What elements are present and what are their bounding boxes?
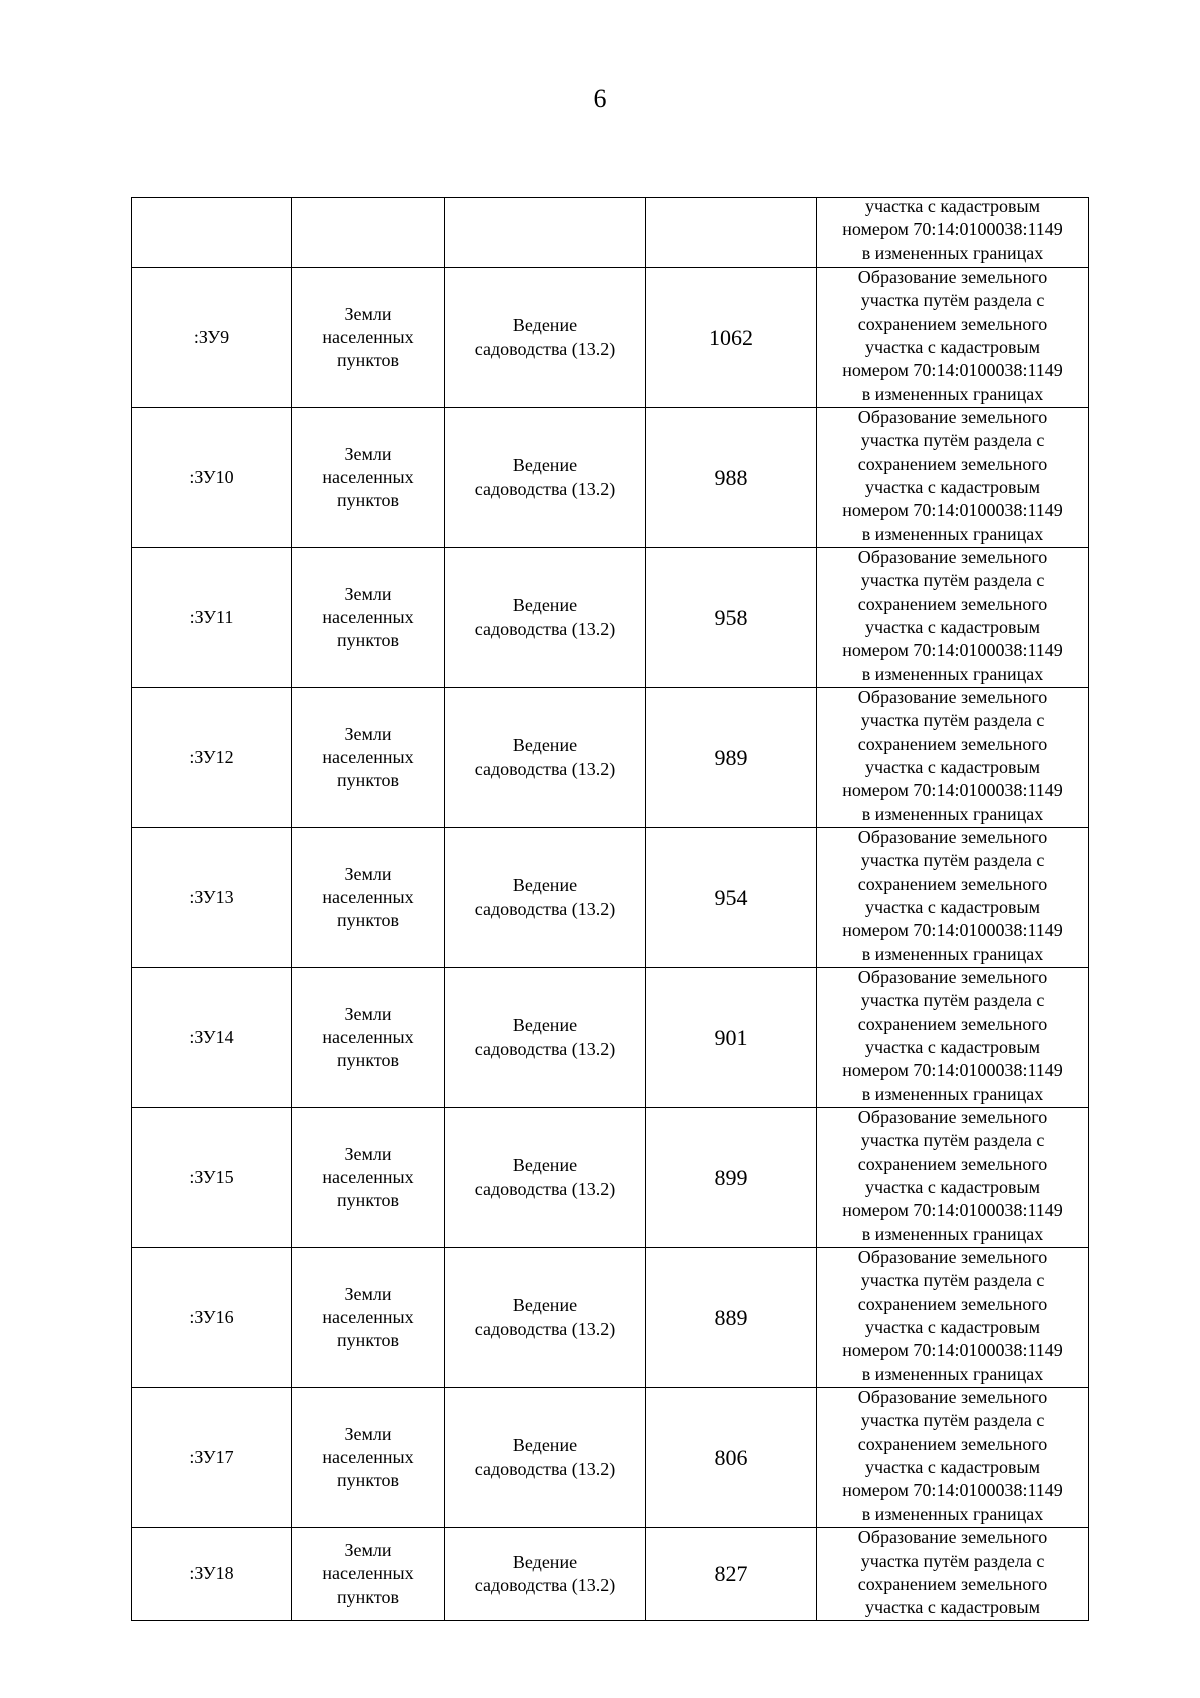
category-line: пунктов <box>337 1190 399 1211</box>
area-cell: 988 <box>646 408 817 548</box>
description-line: участка с кадастровым <box>864 1037 1041 1057</box>
description-cell <box>817 268 1089 408</box>
land-category-cell <box>292 688 445 828</box>
description-line: в измененных границах <box>861 1223 1044 1244</box>
table-row <box>132 1388 1089 1528</box>
use-line: Ведение <box>512 875 578 896</box>
category-line: пунктов <box>337 1586 399 1607</box>
description-line: номером 70:14:0100038:1149 <box>842 500 1063 521</box>
area-cell: 827 <box>646 1528 817 1621</box>
description-line: в измененных границах <box>861 383 1044 404</box>
category-line: населенных <box>322 1563 414 1584</box>
description-line: Образование земельного <box>857 547 1048 568</box>
description-line: в измененных границах <box>861 1363 1044 1384</box>
category-line: населенных <box>322 326 414 347</box>
category-line: населенных <box>322 1026 414 1047</box>
category-line: населенных <box>322 1306 414 1327</box>
category-line: Земли <box>344 443 392 464</box>
table-row <box>132 968 1089 1108</box>
description-cell <box>817 1388 1089 1528</box>
use-line: садоводства (13.2) <box>474 1458 616 1479</box>
category-line: пунктов <box>337 630 399 651</box>
permitted-use-cell <box>445 1248 646 1388</box>
permitted-use-cell <box>445 828 646 968</box>
description-line: участка с кадастровым <box>864 1457 1041 1477</box>
plot-id-cell: :ЗУ17 <box>132 1388 292 1528</box>
permitted-use-cell <box>445 1528 646 1621</box>
use-line: садоводства (13.2) <box>474 1318 616 1339</box>
use-line: садоводства (13.2) <box>474 898 616 919</box>
use-line: Ведение <box>512 595 578 616</box>
category-line: Земли <box>344 1283 392 1304</box>
description-line: участка путём раздела с <box>860 1410 1045 1431</box>
category-line: пунктов <box>337 490 399 511</box>
category-line: пунктов <box>337 1330 399 1351</box>
description-cell <box>817 408 1089 548</box>
area-cell: 958 <box>646 548 817 688</box>
category-line: Земли <box>344 1143 392 1164</box>
plot-id-cell: :ЗУ13 <box>132 828 292 968</box>
description-line: участка путём раздела с <box>860 850 1045 871</box>
table-row <box>132 1528 1089 1621</box>
use-line: Ведение <box>512 1551 578 1572</box>
table-row-continuation <box>132 198 1089 268</box>
category-line: Земли <box>344 1423 392 1444</box>
category-line: пунктов <box>337 1470 399 1491</box>
description-line: в измененных границах <box>861 1083 1044 1104</box>
plot-id-cell: :ЗУ14 <box>132 968 292 1108</box>
table-row <box>132 828 1089 968</box>
category-line: Земли <box>344 303 392 324</box>
permitted-use-cell <box>445 198 646 268</box>
plot-id-cell: :ЗУ18 <box>132 1528 292 1621</box>
area-cell: 901 <box>646 968 817 1108</box>
description-line: Образование земельного <box>857 1527 1048 1548</box>
land-category-cell <box>292 1528 445 1621</box>
description-line: сохранением земельного <box>857 313 1048 334</box>
description-line: номером 70:14:0100038:1149 <box>842 1480 1063 1501</box>
permitted-use-cell <box>445 1108 646 1248</box>
description-line: участка путём раздела с <box>860 1270 1045 1291</box>
description-line: сохранением земельного <box>857 1574 1048 1594</box>
description-line: Образование земельного <box>857 827 1048 848</box>
description-line: номером 70:14:0100038:1149 <box>842 360 1063 381</box>
description-cell <box>817 548 1089 688</box>
description-line: номером 70:14:0100038:1149 <box>842 1340 1063 1361</box>
description-cell <box>817 1528 1089 1621</box>
description-line: сохранением земельного <box>857 873 1048 894</box>
use-line: садоводства (13.2) <box>474 478 616 499</box>
land-category-cell <box>292 268 445 408</box>
description-line: участка путём раздела с <box>860 1550 1045 1571</box>
permitted-use-cell <box>445 548 646 688</box>
description-line: участка с кадастровым <box>864 1597 1041 1618</box>
description-line: сохранением земельного <box>857 453 1048 474</box>
description-line: участка с кадастровым <box>864 757 1041 777</box>
description-line: номером 70:14:0100038:1149 <box>842 1060 1063 1081</box>
description-line: номером 70:14:0100038:1149 <box>842 780 1063 801</box>
category-line: Земли <box>344 863 392 884</box>
category-line: Земли <box>344 1003 392 1024</box>
description-line: Образование земельного <box>857 1107 1048 1128</box>
area-cell: 989 <box>646 688 817 828</box>
table-row <box>132 688 1089 828</box>
use-line: Ведение <box>512 735 578 756</box>
land-category-cell <box>292 968 445 1108</box>
description-line: участка с кадастровым <box>864 897 1041 917</box>
description-line: участка с кадастровым <box>864 617 1041 637</box>
use-line: Ведение <box>512 455 578 476</box>
category-line: Земли <box>344 583 392 604</box>
description-line: участка путём раздела с <box>860 290 1045 311</box>
use-line: Ведение <box>512 1435 578 1456</box>
description-line: в измененных границах <box>861 943 1044 964</box>
area-cell: 954 <box>646 828 817 968</box>
category-line: Земли <box>344 1540 392 1561</box>
description-line: номером 70:14:0100038:1149 <box>842 1200 1063 1221</box>
use-line: садоводства (13.2) <box>474 758 616 779</box>
description-line: номером 70:14:0100038:1149 <box>842 640 1063 661</box>
description-line: Образование земельного <box>857 267 1048 288</box>
land-category-cell <box>292 828 445 968</box>
description-line: Образование земельного <box>857 1387 1048 1408</box>
area-cell: 1062 <box>646 268 817 408</box>
description-line: в измененных границах <box>861 523 1044 544</box>
description-line: в измененных границах <box>861 663 1044 684</box>
permitted-use-cell <box>445 268 646 408</box>
table-row <box>132 1248 1089 1388</box>
description-line: номером 70:14:0100038:1149 <box>842 219 1063 240</box>
use-line: Ведение <box>512 1015 578 1036</box>
table-row <box>132 268 1089 408</box>
description-cell <box>817 198 1089 268</box>
description-line: участка с кадастровым <box>864 337 1041 357</box>
permitted-use-cell <box>445 968 646 1108</box>
plot-id-cell: :ЗУ16 <box>132 1248 292 1388</box>
plot-id-cell: :ЗУ9 <box>132 268 292 408</box>
plot-id-cell: :ЗУ10 <box>132 408 292 548</box>
use-line: Ведение <box>512 1155 578 1176</box>
use-line: Ведение <box>512 1295 578 1316</box>
land-category-cell <box>292 1388 445 1528</box>
land-category-cell <box>292 1108 445 1248</box>
category-line: населенных <box>322 466 414 487</box>
description-cell <box>817 688 1089 828</box>
description-line: сохранением земельного <box>857 1153 1048 1174</box>
description-line: сохранением земельного <box>857 593 1048 614</box>
land-category-cell <box>292 408 445 548</box>
use-line: Ведение <box>512 315 578 336</box>
category-line: пунктов <box>337 350 399 371</box>
use-line: садоводства (13.2) <box>474 1038 616 1059</box>
description-line: Образование земельного <box>857 967 1048 988</box>
category-line: пунктов <box>337 770 399 791</box>
plot-id-cell <box>132 198 292 268</box>
description-cell <box>817 828 1089 968</box>
description-line: Образование земельного <box>857 407 1048 428</box>
permitted-use-cell <box>445 688 646 828</box>
land-category-cell <box>292 1248 445 1388</box>
description-line: сохранением земельного <box>857 1433 1048 1454</box>
category-line: Земли <box>344 723 392 744</box>
table-row <box>132 548 1089 688</box>
description-line: в измененных границах <box>861 803 1044 824</box>
description-line: сохранением земельного <box>857 1013 1048 1034</box>
land-category-cell <box>292 548 445 688</box>
description-cell <box>817 1248 1089 1388</box>
plot-id-cell: :ЗУ12 <box>132 688 292 828</box>
plot-id-cell: :ЗУ11 <box>132 548 292 688</box>
description-line: участка путём раздела с <box>860 570 1045 591</box>
description-line: участка с кадастровым <box>864 1317 1041 1337</box>
permitted-use-cell <box>445 1388 646 1528</box>
plot-id-cell: :ЗУ15 <box>132 1108 292 1248</box>
area-cell <box>646 198 817 268</box>
category-line: населенных <box>322 1166 414 1187</box>
category-line: пунктов <box>337 910 399 931</box>
description-line: Образование земельного <box>857 1247 1048 1268</box>
use-line: садоводства (13.2) <box>474 1575 616 1595</box>
description-line: в измененных границах <box>861 1503 1044 1524</box>
description-line: сохранением земельного <box>857 733 1048 754</box>
land-category-cell <box>292 198 445 268</box>
page-number: 6 <box>593 84 607 113</box>
description-line: участка с кадастровым <box>864 1177 1041 1197</box>
description-line: участка с кадастровым <box>864 197 1041 217</box>
category-line: населенных <box>322 886 414 907</box>
description-line: номером 70:14:0100038:1149 <box>842 920 1063 941</box>
area-cell: 889 <box>646 1248 817 1388</box>
description-line: в измененных границах <box>861 242 1044 263</box>
description-cell <box>817 968 1089 1108</box>
description-cell <box>817 1108 1089 1248</box>
category-line: пунктов <box>337 1050 399 1071</box>
description-line: Образование земельного <box>857 687 1048 708</box>
use-line: садоводства (13.2) <box>474 1178 616 1199</box>
description-line: участка путём раздела с <box>860 990 1045 1011</box>
table-row <box>132 408 1089 548</box>
category-line: населенных <box>322 746 414 767</box>
description-line: участка путём раздела с <box>860 430 1045 451</box>
permitted-use-cell <box>445 408 646 548</box>
use-line: садоводства (13.2) <box>474 338 616 359</box>
description-line: участка с кадастровым <box>864 477 1041 497</box>
category-line: населенных <box>322 1446 414 1467</box>
description-line: сохранением земельного <box>857 1293 1048 1314</box>
land-plots-table <box>131 197 1089 1621</box>
description-line: участка путём раздела с <box>860 710 1045 731</box>
category-line: населенных <box>322 606 414 627</box>
description-line: участка путём раздела с <box>860 1130 1045 1151</box>
area-cell: 899 <box>646 1108 817 1248</box>
area-cell: 806 <box>646 1388 817 1528</box>
table-body <box>132 198 1089 1621</box>
table-row <box>132 1108 1089 1248</box>
use-line: садоводства (13.2) <box>474 618 616 639</box>
